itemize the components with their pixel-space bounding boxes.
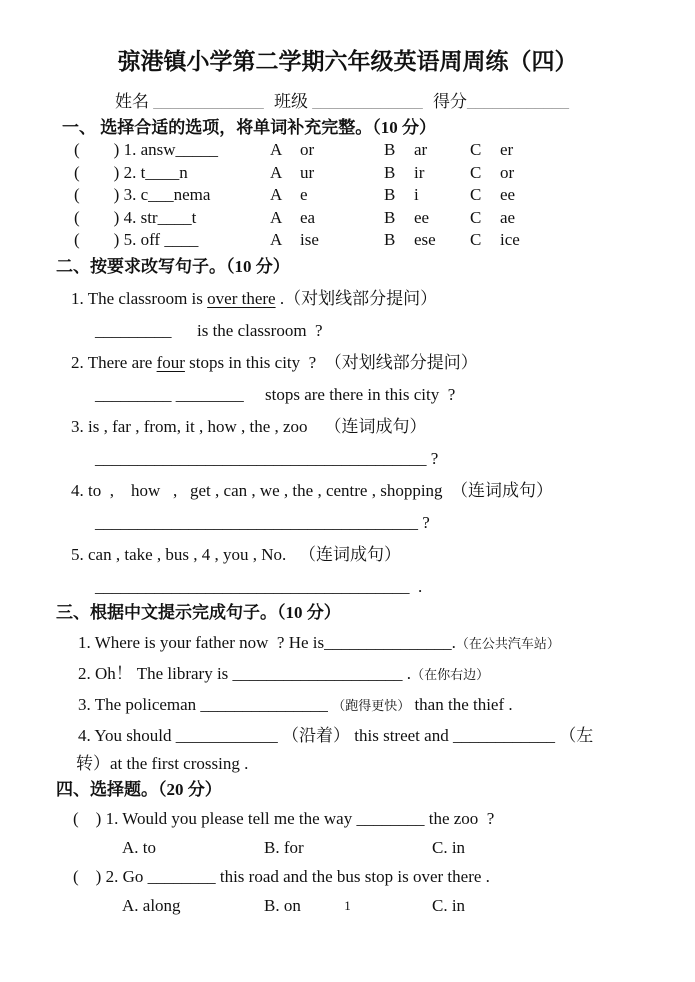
rewrite-item-3: 3. is , far , from, it , how , the , zoo （连词成句）: [71, 416, 427, 436]
chinese-hint: （在你右边）: [411, 666, 490, 682]
mc-options-row-1: [122, 836, 695, 859]
answer-line-3: _______________________________________ ?: [95, 448, 439, 468]
option-a: A. to: [122, 837, 156, 857]
score-blank: ____________: [467, 92, 569, 111]
section4-heading: 四、选择题。（20 分）: [56, 779, 222, 799]
chinese-hint: （跑得更快）: [332, 697, 411, 713]
rewrite-item-2: 2. There are four stops in this city ? （对划线部分提问）: [71, 352, 478, 372]
score-field: [433, 92, 569, 111]
option-a: A. along: [122, 895, 181, 915]
option-c: C. in: [432, 837, 466, 857]
item-stem: ( ) 3. c___nema: [74, 185, 211, 204]
answer-line-2: _________ ________ stops are there in this city ?: [95, 384, 456, 404]
student-info-row: [115, 91, 695, 113]
option-b: B ar: [384, 140, 428, 159]
mc-word-item-2: [74, 162, 695, 185]
name-field: [115, 92, 264, 111]
mc-word-item-4: [74, 207, 695, 230]
complete-item-4-line1: 4. You should ____________ （沿着） this street and ____________ （左: [78, 725, 594, 745]
option-a: A ise: [270, 230, 319, 249]
answer-line-1: _________ is the classroom ?: [95, 320, 323, 340]
complete-item-2: 2. Oh！ The library is ____________________ .（在你右边）: [78, 663, 490, 683]
page-title: 弶港镇小学第二学期六年级英语周周练（四）: [117, 49, 578, 74]
option-b: B ese: [384, 230, 436, 249]
option-a: A ur: [270, 162, 315, 182]
option-c: C. in: [432, 895, 466, 915]
score-label: 得分: [433, 92, 467, 111]
chinese-hint: （在公共汽车站）: [455, 635, 560, 651]
complete-item-1: 1. Where is your father now ? He is_______________.（在公共汽车站）: [78, 632, 560, 652]
rewrite-item-1: 1. The classroom is over there .（对划线部分提问）: [71, 288, 438, 308]
option-a: A ea: [270, 207, 316, 227]
option-c: C or: [470, 162, 515, 182]
item-stem: ( ) 4. str____t: [74, 207, 197, 227]
item-stem: ( ) 5. off ____: [74, 230, 199, 249]
rewrite-item-4: 4. to , how , get , can , we , the , centre , shopping （连词成句）: [71, 480, 554, 500]
section3-heading: 三、根据中文提示完成句子。（10 分）: [56, 602, 341, 622]
class-field: [274, 92, 423, 111]
underlined-phrase: over there: [207, 288, 276, 308]
mc-word-item-3: [74, 184, 695, 207]
answer-line-5: _____________________________________ .: [95, 576, 423, 596]
mc-sentence-item-1: ( ) 1. Would you please tell me the way ________ the zoo ?: [73, 808, 495, 828]
name-blank: _____________: [153, 92, 264, 111]
class-blank: _____________: [312, 92, 423, 111]
mc-word-item-1: [74, 139, 695, 162]
page-number: 1: [344, 898, 351, 913]
class-label: 班级: [274, 92, 313, 111]
option-b: B ee: [384, 207, 430, 227]
answer-line-4: ______________________________________ ?: [95, 512, 430, 532]
option-c: C ee: [470, 185, 516, 204]
section1-heading: 一、 选择合适的选项，将单词补充完整。（10 分）: [62, 118, 436, 137]
section2-heading: 二、按要求改写句子。（10 分）: [56, 256, 290, 276]
option-b: B. for: [264, 837, 304, 857]
item-stem: ( ) 1. answ_____: [74, 140, 219, 159]
option-b: B. on: [264, 895, 301, 915]
name-label: 姓名: [115, 92, 154, 111]
option-c: C ae: [470, 207, 516, 227]
option-c: C ice: [470, 230, 520, 249]
option-c: C er: [470, 140, 514, 159]
mc-word-item-5: [74, 229, 695, 252]
mc-sentence-item-2: ( ) 2. Go ________ this road and the bus stop is over there .: [73, 866, 490, 886]
option-b: B i: [384, 185, 419, 204]
option-a: A or: [270, 140, 315, 159]
rewrite-item-5: 5. can , take , bus , 4 , you , No. （连词成句）: [71, 544, 402, 564]
complete-item-4-line2: 转）at the first crossing .: [76, 753, 249, 773]
option-a: A e: [270, 185, 308, 204]
underlined-phrase: four: [156, 352, 185, 372]
item-stem: ( ) 2. t____n: [74, 162, 188, 182]
option-b: B ir: [384, 162, 425, 182]
complete-item-3: 3. The policeman _______________ （跑得更快） than the thief .: [78, 694, 513, 714]
